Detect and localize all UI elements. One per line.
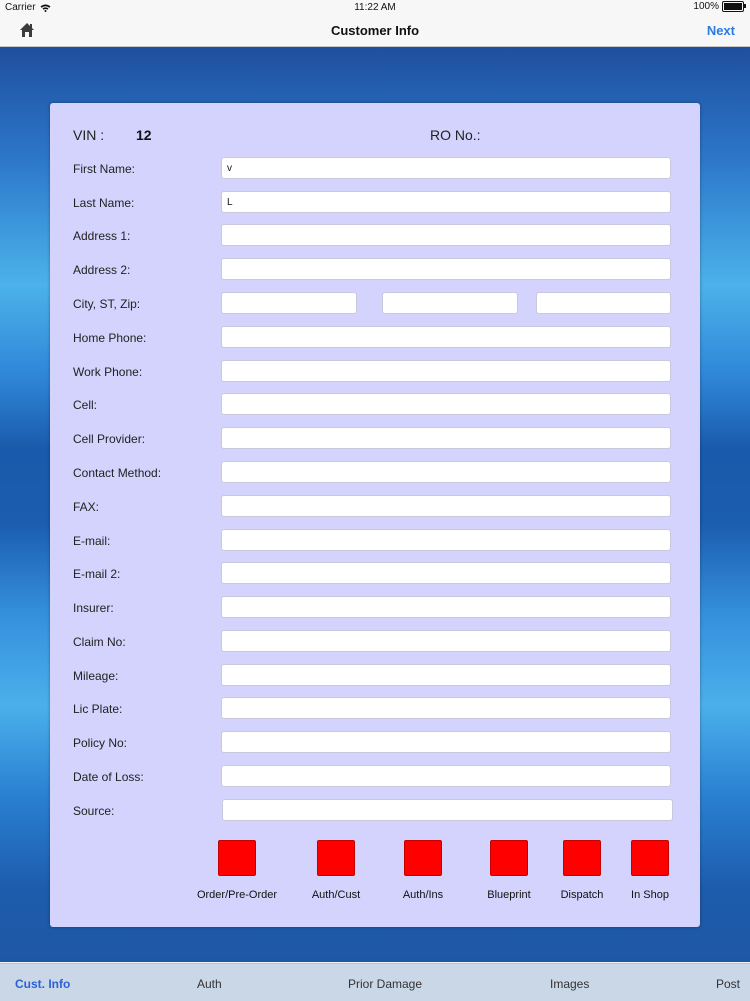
battery-icon: [722, 1, 744, 12]
ro-number-label: RO No.:: [430, 127, 481, 143]
next-button[interactable]: Next: [706, 23, 735, 38]
vin-label: VIN :: [73, 127, 105, 143]
insurer-label: Insurer:: [73, 601, 114, 615]
date-of-loss-field[interactable]: [221, 765, 671, 787]
page-title: Customer Info: [330, 23, 420, 38]
lic-plate-label: Lic Plate:: [73, 702, 123, 716]
auth-cust-label: Auth/Cust: [311, 889, 361, 901]
in-shop-button[interactable]: [631, 840, 669, 876]
claim-no-field[interactable]: [221, 630, 671, 652]
auth-cust-button[interactable]: [317, 840, 355, 876]
claim-no-label: Claim No:: [73, 635, 126, 649]
address1-row: [50, 224, 700, 248]
contact-method-row: [50, 461, 700, 485]
navigation-bar: [0, 16, 750, 47]
cell-label: Cell:: [73, 398, 98, 412]
date-of-loss-label: Date of Loss:: [73, 770, 144, 784]
auth-ins-label: Auth/Ins: [402, 889, 444, 901]
auth-ins-button[interactable]: [404, 840, 442, 876]
action-buttons: [50, 840, 700, 910]
contact-method-field[interactable]: [221, 461, 671, 483]
zip-field[interactable]: [536, 292, 671, 314]
state-field[interactable]: [382, 292, 518, 314]
tab-auth[interactable]: Auth: [197, 977, 222, 991]
tab-cust-info[interactable]: Cust. Info: [15, 977, 71, 991]
home-phone-row: [50, 326, 700, 350]
mileage-label: Mileage:: [73, 669, 119, 683]
blueprint-button[interactable]: [490, 840, 528, 876]
city-st-zip-row: [50, 292, 700, 316]
policy-no-row: [50, 731, 700, 755]
first-name-field[interactable]: [221, 157, 671, 179]
home-phone-label: Home Phone:: [73, 331, 147, 345]
address1-label: Address 1:: [73, 229, 131, 243]
first-name-label: First Name:: [73, 162, 136, 176]
dispatch-label: Dispatch: [560, 889, 604, 901]
contact-method-label: Contact Method:: [73, 466, 162, 480]
fax-field[interactable]: [221, 495, 671, 517]
cell-provider-label: Cell Provider:: [73, 432, 146, 446]
home-phone-field[interactable]: [221, 326, 671, 348]
email2-label: E-mail 2:: [73, 567, 121, 581]
lic-plate-row: [50, 697, 700, 721]
policy-no-field[interactable]: [221, 731, 671, 753]
city-field[interactable]: [221, 292, 357, 314]
background: [0, 47, 750, 962]
insurer-row: [50, 596, 700, 620]
first-name-row: [50, 157, 700, 181]
address2-label: Address 2:: [73, 263, 131, 277]
insurer-field[interactable]: [221, 596, 671, 618]
order-pre-order-label: Order/Pre-Order: [196, 889, 278, 901]
carrier-text: Carrier: [5, 2, 36, 13]
last-name-field[interactable]: [221, 191, 671, 213]
source-row: [50, 799, 700, 823]
work-phone-label: Work Phone:: [73, 365, 143, 379]
lic-plate-field[interactable]: [221, 697, 671, 719]
source-field[interactable]: [222, 799, 673, 821]
bottom-tab-bar: [0, 963, 750, 1001]
address2-field[interactable]: [221, 258, 671, 280]
status-time: 11:22 AM: [354, 2, 396, 13]
mileage-row: [50, 664, 700, 688]
blueprint-label: Blueprint: [487, 889, 531, 901]
order-pre-order-action: [187, 840, 287, 901]
battery-percent: 100%: [693, 1, 719, 12]
dispatch-button[interactable]: [563, 840, 601, 876]
cell-field[interactable]: [221, 393, 671, 415]
order-pre-order-button[interactable]: [218, 840, 256, 876]
policy-no-label: Policy No:: [73, 736, 128, 750]
cell-provider-field[interactable]: [221, 427, 671, 449]
cell-provider-row: [50, 427, 700, 451]
status-bar: [0, 0, 750, 16]
email-label: E-mail:: [73, 534, 111, 548]
work-phone-row: [50, 360, 700, 384]
email2-field[interactable]: [221, 562, 671, 584]
tab-post[interactable]: Post: [716, 977, 741, 991]
claim-no-row: [50, 630, 700, 654]
last-name-label: Last Name:: [73, 196, 135, 210]
email-field[interactable]: [221, 529, 671, 551]
auth-ins-action: [373, 840, 473, 901]
work-phone-field[interactable]: [221, 360, 671, 382]
mileage-field[interactable]: [221, 664, 671, 686]
tab-prior-damage[interactable]: Prior Damage: [348, 977, 423, 991]
auth-cust-action: [286, 840, 386, 901]
last-name-row: [50, 191, 700, 215]
source-label: Source:: [73, 804, 115, 818]
status-right: [693, 1, 744, 12]
address1-field[interactable]: [221, 224, 671, 246]
fax-label: FAX:: [73, 500, 100, 514]
email2-row: [50, 562, 700, 586]
address2-row: [50, 258, 700, 282]
tab-images[interactable]: Images: [550, 977, 590, 991]
city-st-zip-label: City, ST, Zip:: [73, 297, 141, 311]
email-row: [50, 529, 700, 553]
in-shop-action: [600, 840, 700, 901]
in-shop-label: In Shop: [631, 889, 669, 901]
vin-value: 12: [136, 127, 152, 143]
fax-row: [50, 495, 700, 519]
date-of-loss-row: [50, 765, 700, 789]
customer-form-card: [50, 103, 700, 927]
cell-row: [50, 393, 700, 417]
